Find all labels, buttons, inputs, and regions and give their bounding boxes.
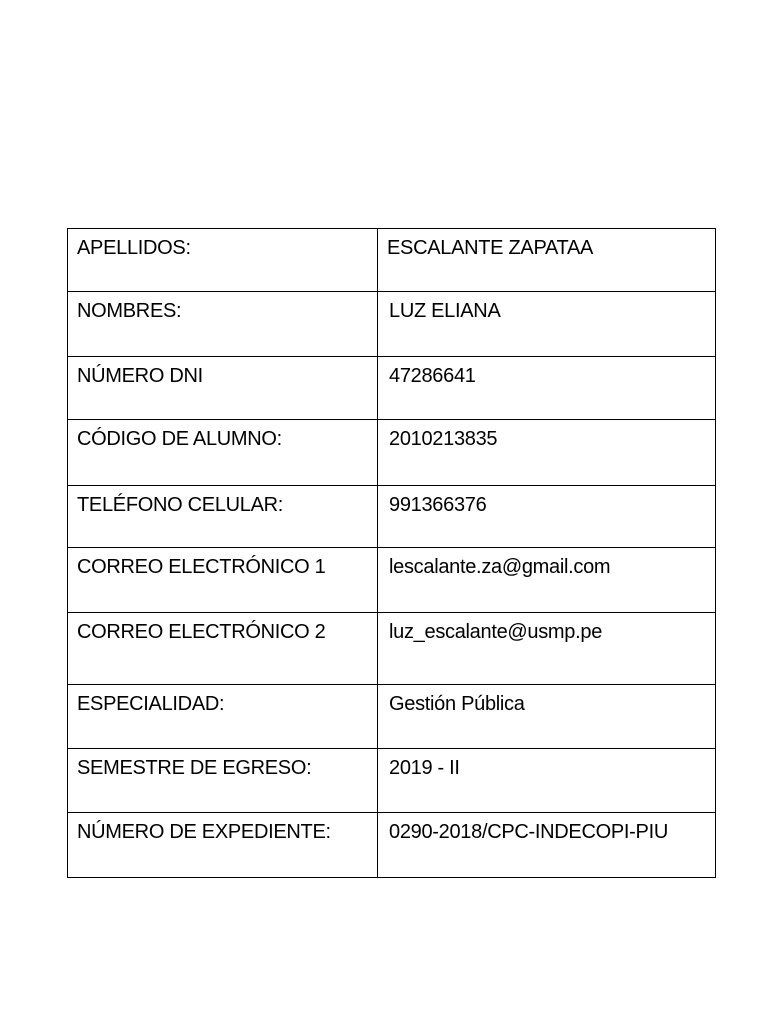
row-value: luz_escalante@usmp.pe: [378, 613, 716, 685]
table-row-numero-dni: [68, 357, 716, 420]
row-value: Gestión Pública: [378, 685, 716, 749]
row-label: NÚMERO DNI: [68, 357, 378, 420]
row-label: APELLIDOS:: [68, 229, 378, 292]
row-value: 2010213835: [378, 420, 716, 486]
row-label: NOMBRES:: [68, 292, 378, 357]
row-value: 991366376: [378, 486, 716, 548]
row-label: CORREO ELECTRÓNICO 1: [68, 548, 378, 613]
row-value: LUZ ELIANA: [378, 292, 716, 357]
row-label: ESPECIALIDAD:: [68, 685, 378, 749]
table-row-apellidos: [68, 229, 716, 292]
table-row-semestre-egreso: [68, 749, 716, 813]
row-label: TELÉFONO CELULAR:: [68, 486, 378, 548]
row-value: 0290-2018/CPC-INDECOPI-PIU: [378, 813, 716, 878]
student-data-table: [67, 228, 716, 878]
row-value: ESCALANTE ZAPATAA: [378, 229, 716, 292]
table-row-correo-1: [68, 548, 716, 613]
row-value: 2019 - II: [378, 749, 716, 813]
row-label: NÚMERO DE EXPEDIENTE:: [68, 813, 378, 878]
table-row-telefono-celular: [68, 486, 716, 548]
row-label: CORREO ELECTRÓNICO 2: [68, 613, 378, 685]
row-label: CÓDIGO DE ALUMNO:: [68, 420, 378, 486]
table-row-numero-expediente: [68, 813, 716, 878]
row-value: lescalante.za@gmail.com: [378, 548, 716, 613]
row-value: 47286641: [378, 357, 716, 420]
table-row-nombres: [68, 292, 716, 357]
table-row-codigo-alumno: [68, 420, 716, 486]
row-label: SEMESTRE DE EGRESO:: [68, 749, 378, 813]
table-row-especialidad: [68, 685, 716, 749]
table-row-correo-2: [68, 613, 716, 685]
